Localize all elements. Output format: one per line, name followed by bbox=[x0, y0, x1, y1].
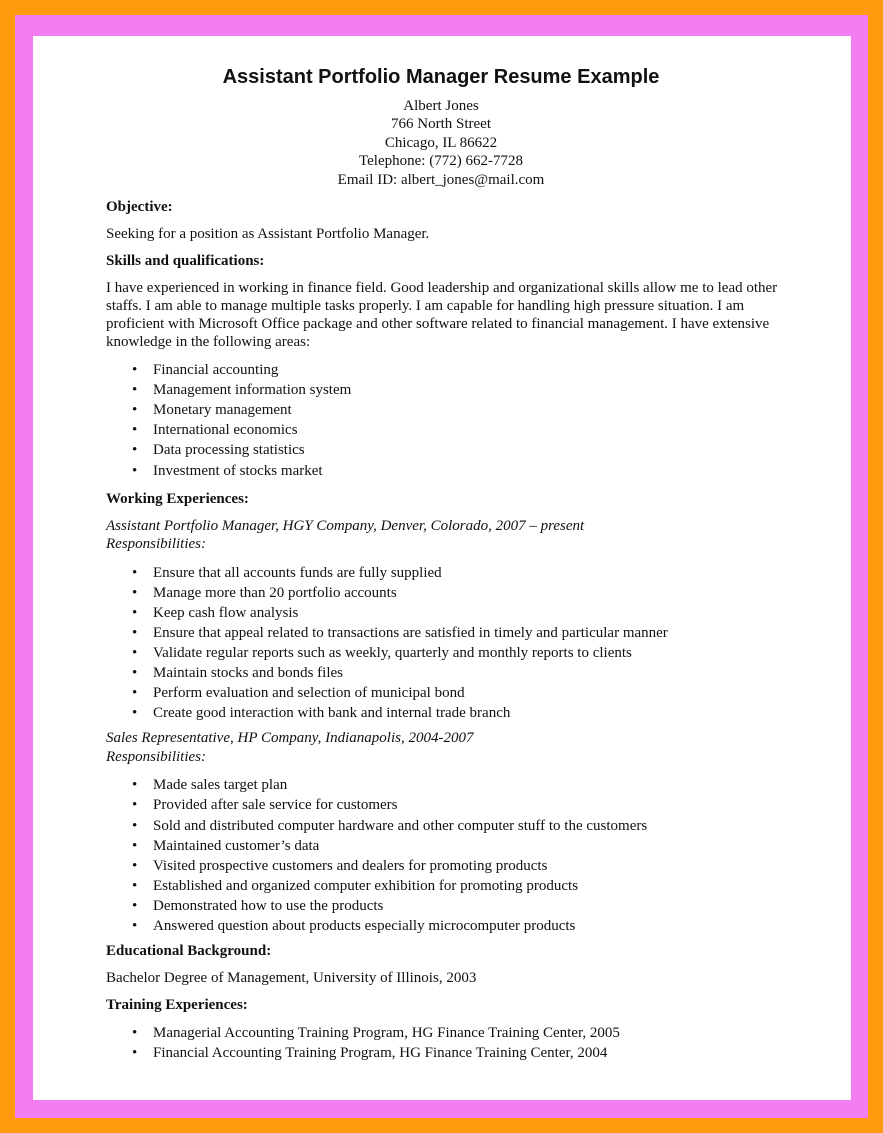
bullet-icon: • bbox=[132, 564, 138, 581]
contact-city: Chicago, IL 86622 bbox=[384, 134, 498, 151]
contact-block bbox=[106, 97, 776, 189]
bullet-icon: • bbox=[132, 857, 138, 874]
bullet-icon: • bbox=[132, 1025, 138, 1042]
job-responsibilities-list bbox=[106, 775, 806, 936]
job-responsibilities-list bbox=[106, 563, 806, 724]
bullet-icon: • bbox=[132, 442, 138, 459]
bullet-icon: • bbox=[132, 797, 138, 814]
bullet-icon: • bbox=[132, 644, 138, 661]
contact-email: Email ID: albert_jones@mail.com bbox=[337, 171, 545, 188]
list-item: • Investment of stocks market bbox=[106, 461, 806, 481]
list-item: • Managerial Accounting Training Program, HG Finance Training Center, 2005 bbox=[106, 1023, 806, 1043]
resume-content bbox=[106, 62, 806, 1063]
experience-heading: Working Experiences: bbox=[106, 490, 249, 507]
list-item: • Provided after sale service for customers bbox=[106, 795, 806, 815]
training-list bbox=[106, 1023, 806, 1063]
bullet-icon: • bbox=[132, 918, 138, 934]
job-title: Assistant Portfolio Manager, HGY Company, Denver, Colorado, 2007 – present bbox=[106, 517, 585, 534]
bullet-icon: • bbox=[132, 584, 138, 601]
education-text: Bachelor Degree of Management, University of Illinois, 2003 bbox=[106, 970, 477, 987]
list-item: • Create good interaction with bank and internal trade branch bbox=[106, 703, 806, 723]
skills-heading: Skills and qualifications: bbox=[106, 253, 265, 270]
bullet-icon: • bbox=[132, 897, 138, 914]
list-item: • Answered question about products especially microcomputer products bbox=[106, 916, 806, 936]
training-heading: Training Experiences: bbox=[106, 997, 248, 1014]
list-item: • Financial Accounting Training Program, HG Finance Training Center, 2004 bbox=[106, 1043, 806, 1063]
list-item: • Keep cash flow analysis bbox=[106, 603, 806, 623]
bullet-icon: • bbox=[132, 685, 138, 702]
education-heading: Educational Background: bbox=[106, 943, 272, 960]
bullet-icon: • bbox=[132, 462, 138, 479]
bullet-icon: • bbox=[132, 777, 138, 794]
list-item: • Made sales target plan bbox=[106, 775, 806, 795]
contact-telephone: Telephone: (772) 662-7728 bbox=[359, 153, 523, 170]
list-item: • Perform evaluation and selection of municipal bond bbox=[106, 683, 806, 703]
bullet-icon: • bbox=[132, 402, 138, 419]
contact-street: 766 North Street bbox=[391, 116, 491, 133]
objective-heading: Objective: bbox=[106, 199, 173, 216]
bullet-icon: • bbox=[132, 665, 138, 682]
skills-list bbox=[106, 360, 806, 481]
skills-text: I have experienced in working in finance field. Good leadership and organizational skills allow me to lead other staffs. I am able to manage multiple tasks properly. I am capable for handling high pressure situation. I am proficient with Microsoft Office package and other software related to financial management. I have extensive knowledge in the following areas: bbox=[106, 280, 778, 351]
responsibilities-label: Responsibilities: bbox=[106, 748, 206, 765]
list-item: • Ensure that all accounts funds are fully supplied bbox=[106, 563, 806, 583]
list-item: • Manage more than 20 portfolio accounts bbox=[106, 583, 806, 603]
bullet-icon: • bbox=[132, 422, 138, 439]
list-item: • Management information system bbox=[106, 380, 806, 400]
list-item: • Validate regular reports such as weekly, quarterly and monthly reports to clients bbox=[106, 643, 806, 663]
list-item: • Ensure that appeal related to transactions are satisfied in timely and particular manner bbox=[106, 623, 806, 643]
list-item: • Sold and distributed computer hardware and other computer stuff to the customers bbox=[106, 816, 806, 836]
list-item: • Monetary management bbox=[106, 400, 806, 420]
bullet-icon: • bbox=[132, 705, 138, 722]
list-item: • Data processing statistics bbox=[106, 440, 806, 460]
list-item: • Financial accounting bbox=[106, 360, 806, 380]
contact-name: Albert Jones bbox=[403, 98, 479, 114]
list-item: • Maintain stocks and bonds files bbox=[106, 663, 806, 683]
bullet-icon: • bbox=[132, 877, 138, 894]
page-title: Assistant Portfolio Manager Resume Example bbox=[222, 66, 660, 88]
bullet-icon: • bbox=[132, 362, 138, 379]
resume-page bbox=[33, 36, 851, 1100]
list-item: • Maintained customer’s data bbox=[106, 836, 806, 856]
bullet-icon: • bbox=[132, 817, 138, 834]
list-item: • Visited prospective customers and dealers for promoting products bbox=[106, 856, 806, 876]
list-item: • Established and organized computer exhibition for promoting products bbox=[106, 876, 806, 896]
bullet-icon: • bbox=[132, 604, 138, 621]
bullet-icon: • bbox=[132, 382, 138, 399]
bullet-icon: • bbox=[132, 837, 138, 854]
responsibilities-label: Responsibilities: bbox=[106, 536, 206, 553]
list-item: • International economics bbox=[106, 420, 806, 440]
list-item: • Demonstrated how to use the products bbox=[106, 896, 806, 916]
bullet-icon: • bbox=[132, 1045, 138, 1062]
job-title: Sales Representative, HP Company, Indianapolis, 2004-2007 bbox=[106, 730, 474, 747]
objective-text: Seeking for a position as Assistant Portfolio Manager. bbox=[106, 226, 430, 243]
bullet-icon: • bbox=[132, 624, 138, 641]
